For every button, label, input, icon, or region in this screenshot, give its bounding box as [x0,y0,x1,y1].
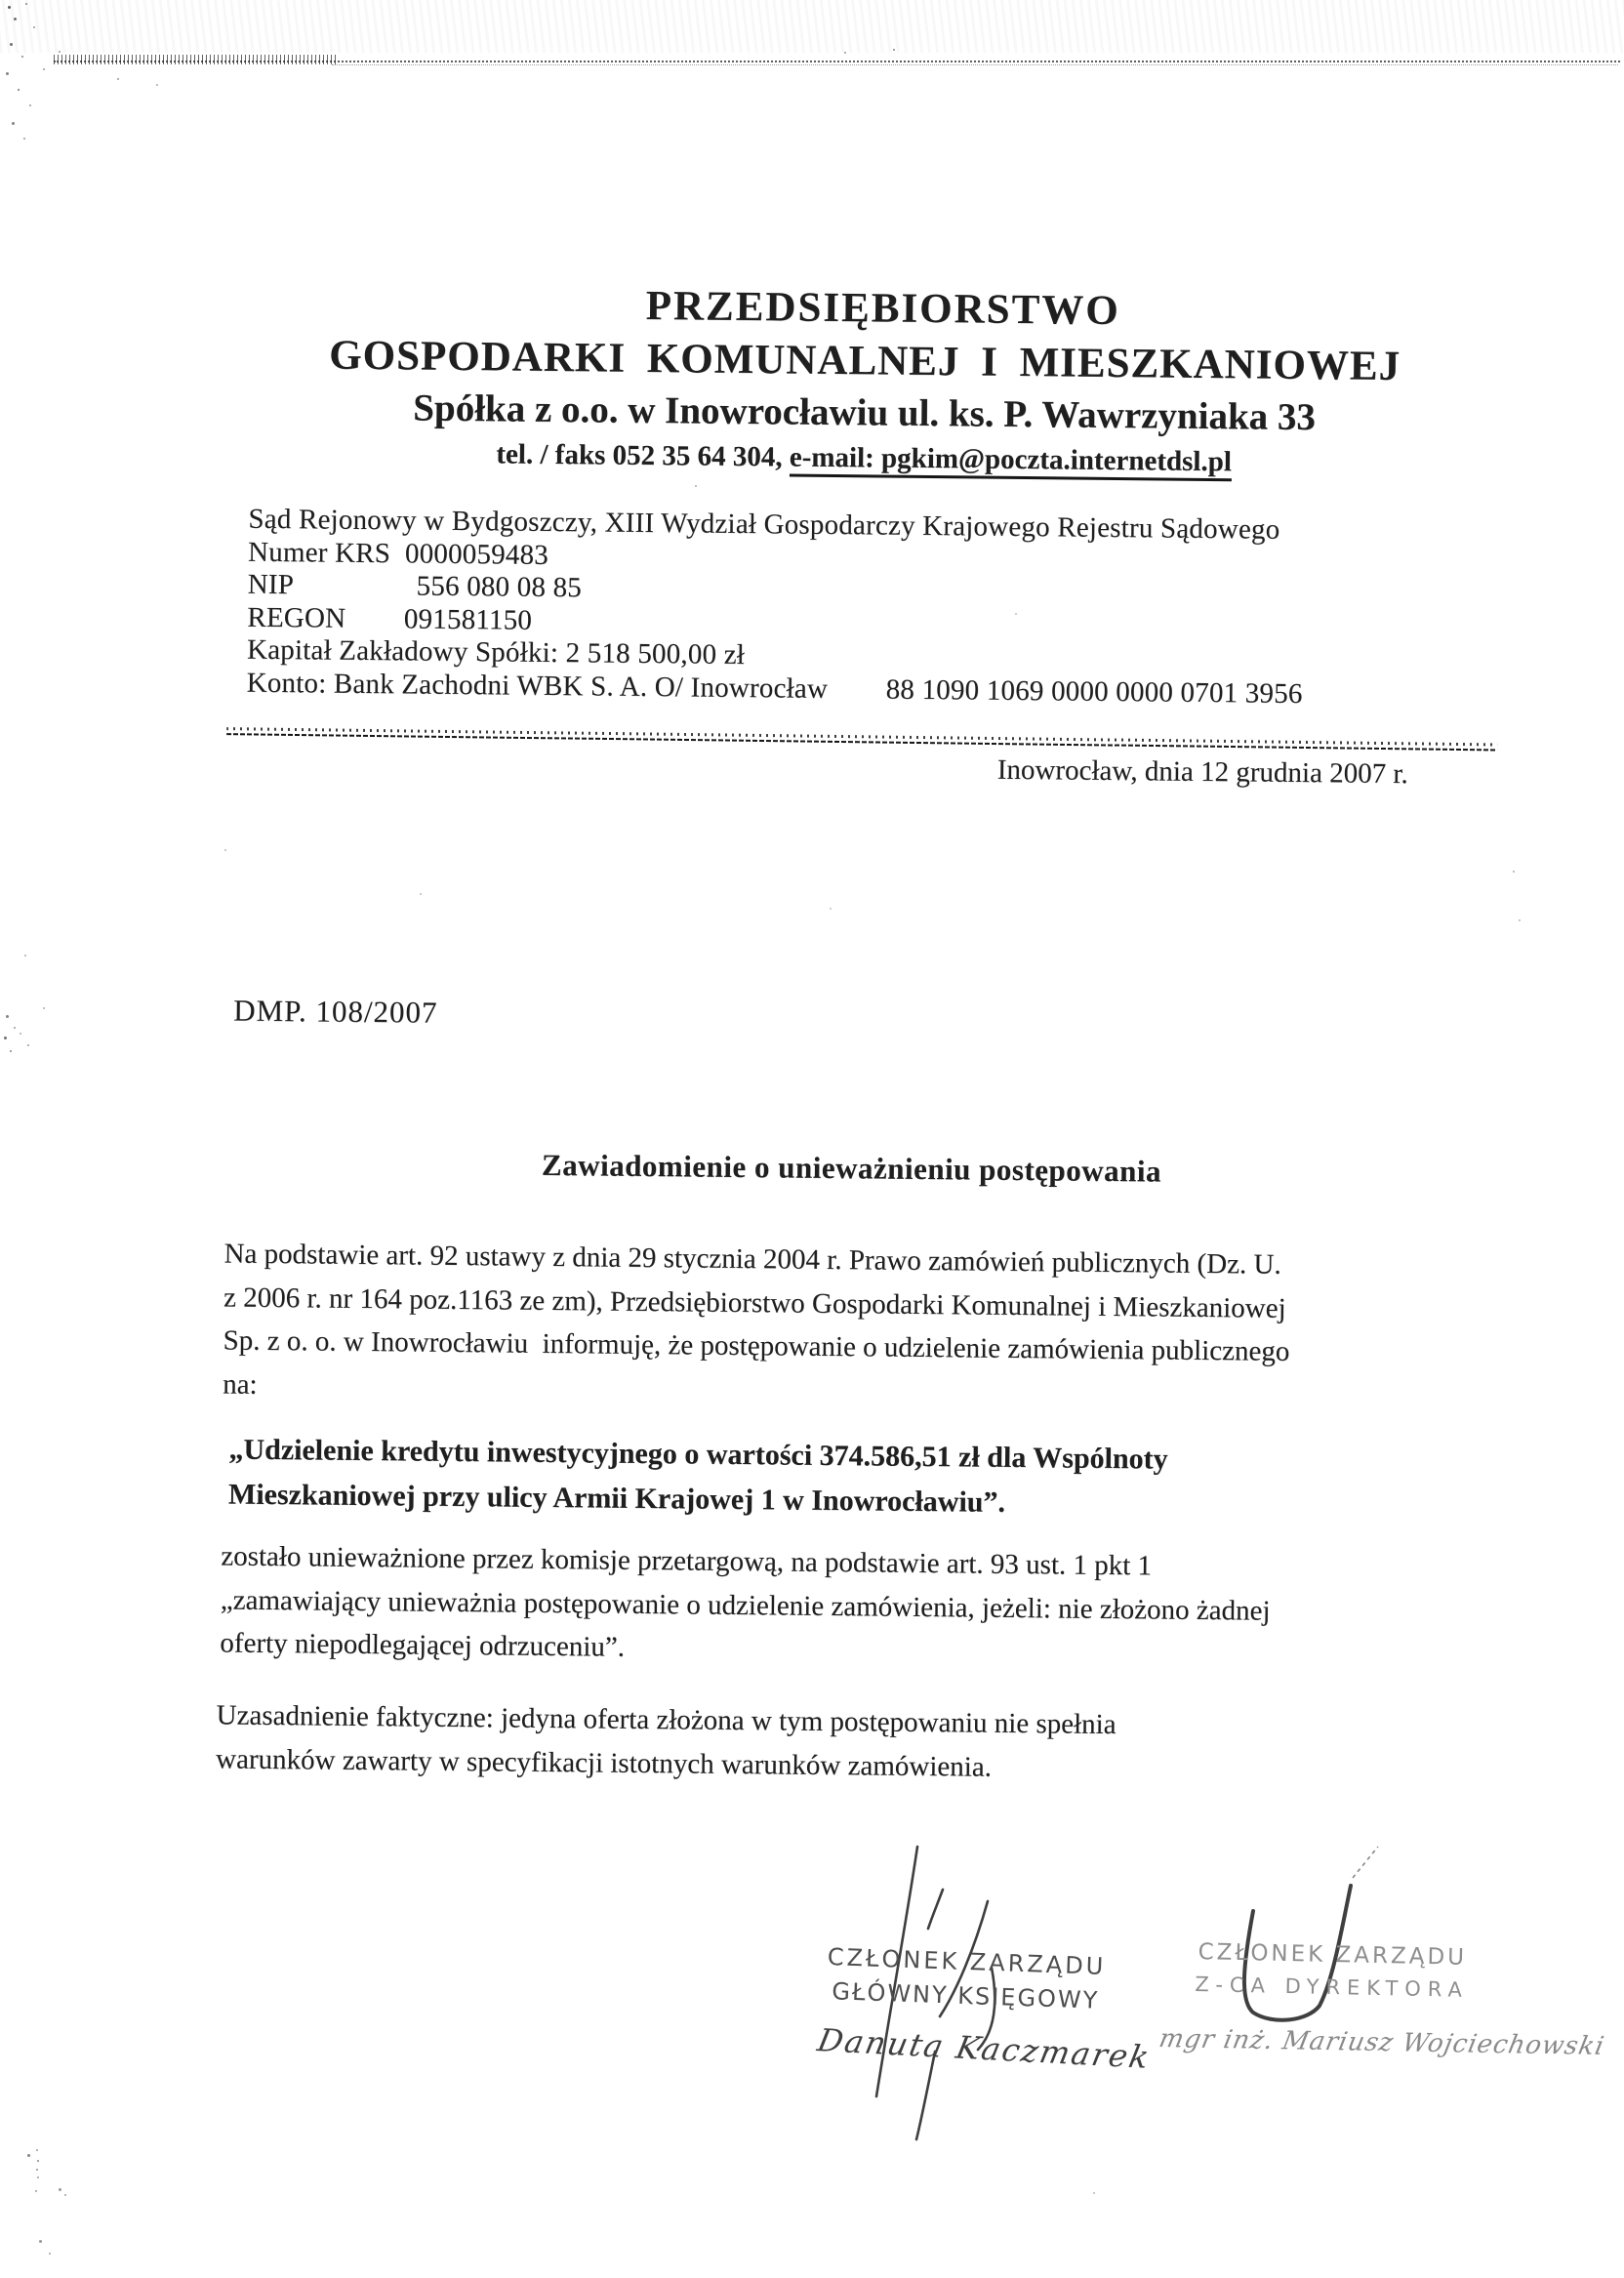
company-address: Spółka z o.o. w Inowrocławiu ul. ks. P. Wawrzyniaka 33 [413,386,1317,439]
stamp-right-line1: CZŁONEK ZARZĄDU [1198,1939,1468,1971]
registry-info: Sąd Rejonowy w Bydgoszczy, XIII Wydział Gospodarczy Krajowego Rejestru Sądowego Numer KRS 0000059483 NIP 556 080 08 85 REGON 091581150 Kapitał Zakładowy Spółki: 2 518 500,00 zł Konto: Bank Zachodni WBK S. A. O/ Inowrocław 88 1090 1069 0000 0000 0701 3956 [246,503,1303,710]
company-name-line2: GOSPODARKI KOMUNALNEJ I MIESZKANIOWEJ [328,332,1401,390]
phone-fax: tel. / faks 052 35 64 304, [496,438,790,473]
company-name-line1: PRZEDSIĘBIORSTWO [645,282,1120,335]
stamp-left [804,1938,1128,2017]
stamp-right-line2: Z-CA DYREKTORA [1195,1973,1470,2002]
stamp-left-line2: GŁÓWNY KSIĘGOWY [831,1977,1100,2014]
stamp-left-line1: CZŁONEK ZARZĄDU [827,1943,1107,1980]
email-address: e-mail: pgkim@poczta.internetdsl.pl [790,441,1232,481]
paragraph-intro: Na podstawie art. 92 ustawy z dnia 29 stycznia 2004 r. Prawo zamówień publicznych (Dz. U. z 2006 r. nr 164 poz.1163 ze zm), Przedsiębiorstwo Gospodarki Komunalnej i Mieszkaniowej Sp. z o. o. w Inowrocławiu informuję, że postępowanie o udzielenie zamówienia publicznego na: [222,1238,1290,1401]
paragraph-subject: „Udzielenie kredytu inwestycyjnego o wartości 374.586,51 zł dla Wspólnoty Mieszkaniowej przy ulicy Armii Krajowej 1 w Inowrocławiu”. [227,1433,1168,1519]
letter-title: Zawiadomienie o unieważnieniu postępowania [541,1147,1162,1189]
handwritten-signature-right: mgr inż. Mariusz Wojciechowski [1157,2024,1607,2061]
paragraph-decision: zostało unieważnione przez komisje przetargową, na podstawie art. 93 ust. 1 pkt 1 „zamawiający unieważnia postępowanie o udzielenie zamówienia, jeżeli: nie złożono żadnej oferty niepodlegającej odrzuceniu”. [220,1540,1271,1663]
handwritten-signature-left: Danuta Kaczmarek [814,2021,1155,2076]
paragraph-justification: Uzasadnienie faktyczne: jedyna oferta złożona w tym postępowaniu nie spełnia warunków zawarty w specyfikacji istotnych warunków zamówienia. [215,1699,1116,1783]
stamp-right [1180,1935,1483,2006]
place-and-date: Inowrocław, dnia 12 grudnia 2007 r. [996,753,1408,791]
reference-number: DMP. 108/2007 [232,993,438,1030]
